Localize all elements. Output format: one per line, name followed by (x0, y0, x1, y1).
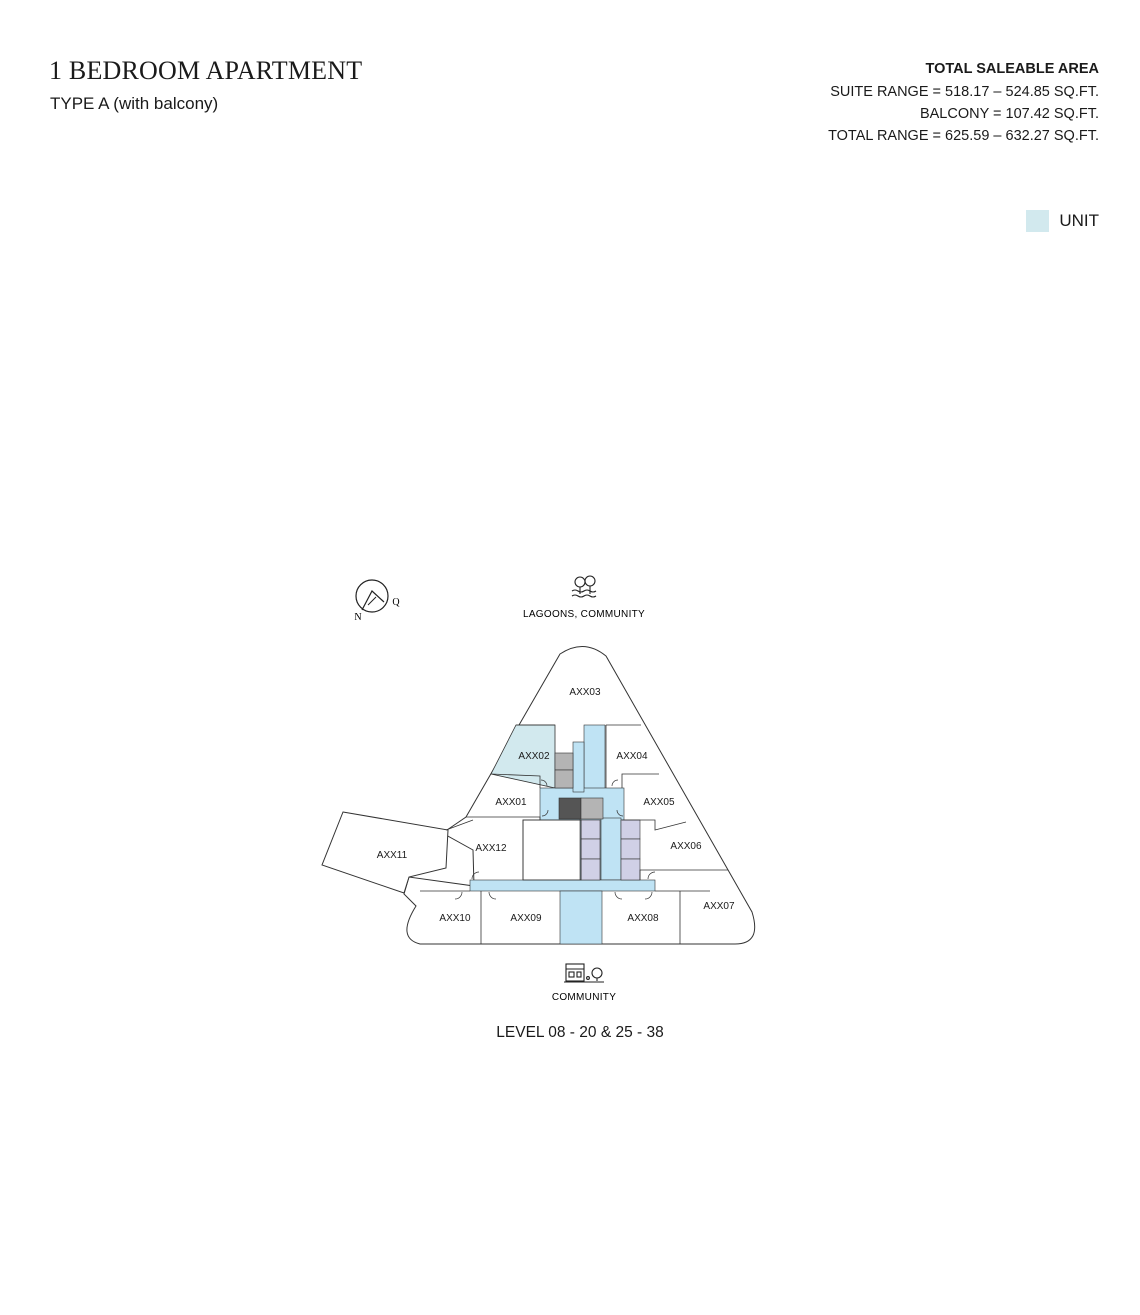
unit-label-axx11: AXX11 (376, 850, 408, 861)
unit-label-axx09: AXX09 (510, 913, 542, 924)
unit-label-axx01: AXX01 (495, 797, 527, 808)
unit-label-axx06: AXX06 (670, 841, 702, 852)
unit-label-axx10: AXX10 (439, 913, 471, 924)
compass-n-label: N (354, 612, 362, 623)
unit-label-axx02[interactable]: AXX02 (518, 751, 550, 762)
unit-label-axx12: AXX12 (475, 843, 507, 854)
community-icon (564, 964, 604, 982)
page-title: 1 BEDROOM APARTMENT (49, 56, 363, 85)
balcony-area: BALCONY = 107.42 SQ.FT. (919, 106, 1099, 122)
area-heading: TOTAL SALEABLE AREA (925, 61, 1099, 77)
unit-label-axx08: AXX08 (627, 913, 659, 924)
suite-range: SUITE RANGE = 518.17 – 524.85 SQ.FT. (830, 84, 1099, 100)
unit-label-axx03: AXX03 (569, 687, 601, 698)
unit-label-axx07: AXX07 (703, 901, 735, 912)
lagoon-trees-icon (572, 576, 596, 597)
level-label: LEVEL 08 - 20 & 25 - 38 (496, 1024, 664, 1041)
legend-label: UNIT (1059, 211, 1099, 230)
total-range: TOTAL RANGE = 625.59 – 632.27 SQ.FT. (828, 128, 1099, 144)
compass-q-label: Q (392, 597, 400, 608)
building-outline (322, 646, 755, 944)
unit-label-axx04: AXX04 (616, 751, 648, 762)
unit-label-axx05: AXX05 (643, 797, 675, 808)
orientation-bottom-label: COMMUNITY (551, 992, 617, 1003)
unit-type-subtitle: TYPE A (with balcony) (50, 94, 219, 113)
compass-icon (354, 580, 400, 623)
orientation-top-label: LAGOONS, COMMUNITY (522, 609, 646, 620)
